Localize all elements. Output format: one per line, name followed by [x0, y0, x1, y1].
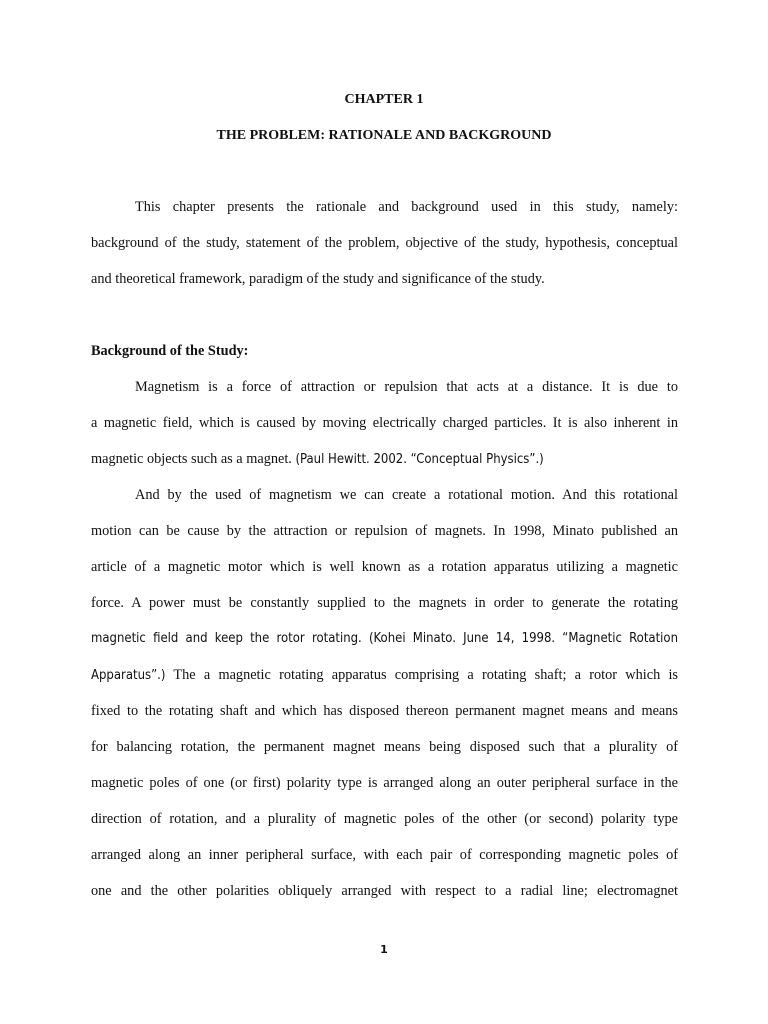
paragraph-line: background of the study, statement of the problem, objective of the study, hypothesis, conceptual — [91, 235, 678, 251]
paragraph-line: direction of rotation, and a plurality of magnetic poles of the other (or second) polarity type — [91, 811, 678, 827]
paragraph-line: for balancing rotation, the permanent magnet means being disposed such that a plurality of — [91, 739, 678, 755]
paragraph-line: This chapter presents the rationale and background used in this study, namely: — [135, 199, 678, 215]
paragraph-line: and theoretical framework, paradigm of the study and significance of the study. — [91, 271, 545, 287]
paragraph-line: And by the used of magnetism we can create a rotational motion. And this rotational — [135, 487, 678, 503]
chapter-label: CHAPTER 1 — [344, 92, 424, 107]
citation-line: magnetic field and keep the rotor rotating. (Kohei Minato. June 14, 1998. “Magnetic Rotation — [91, 631, 678, 646]
background-paragraph-2 — [91, 486, 678, 918]
paragraph-line: force. A power must be constantly supplied to the magnets in order to generate the rotating — [91, 595, 678, 611]
paragraph-line: motion can be cause by the attraction or repulsion of magnets. In 1998, Minato published an — [91, 523, 678, 539]
chapter-title: THE PROBLEM: RATIONALE AND BACKGROUND — [216, 128, 552, 143]
paragraph-line: fixed to the rotating shaft and which has disposed thereon permanent magnet means and means — [91, 703, 678, 719]
paragraph-line: arranged along an inner peripheral surface, with each pair of corresponding magnetic poles of — [91, 847, 678, 863]
paragraph-line — [91, 450, 678, 486]
paragraph-line: a magnetic field, which is caused by moving electrically charged particles. It is also inherent in — [91, 415, 678, 431]
paragraph-text: The a magnetic rotating apparatus comprising a rotating shaft; a rotor which is — [165, 667, 678, 683]
intro-paragraph — [91, 198, 678, 306]
citation: (Paul Hewitt. 2002. “Conceptual Physics”.) — [295, 452, 544, 467]
paragraph-line: magnetic poles of one (or first) polarity type is arranged along an outer peripheral surface in the — [91, 775, 678, 791]
page-number: 1 — [380, 943, 388, 956]
section-heading: Background of the Study: — [91, 343, 249, 359]
citation: Apparatus”.) — [91, 668, 166, 683]
paragraph-line: article of a magnetic motor which is well known as a rotation apparatus utilizing a magnetic — [91, 559, 678, 575]
paragraph-line — [91, 666, 678, 702]
paragraph-text: magnetic objects such as a magnet. — [91, 451, 296, 467]
background-paragraph-1 — [91, 378, 678, 486]
paragraph-line: one and the other polarities obliquely arranged with respect to a radial line; electromagnet — [91, 883, 678, 899]
paragraph-line: Magnetism is a force of attraction or repulsion that acts at a distance. It is due to — [135, 379, 678, 395]
